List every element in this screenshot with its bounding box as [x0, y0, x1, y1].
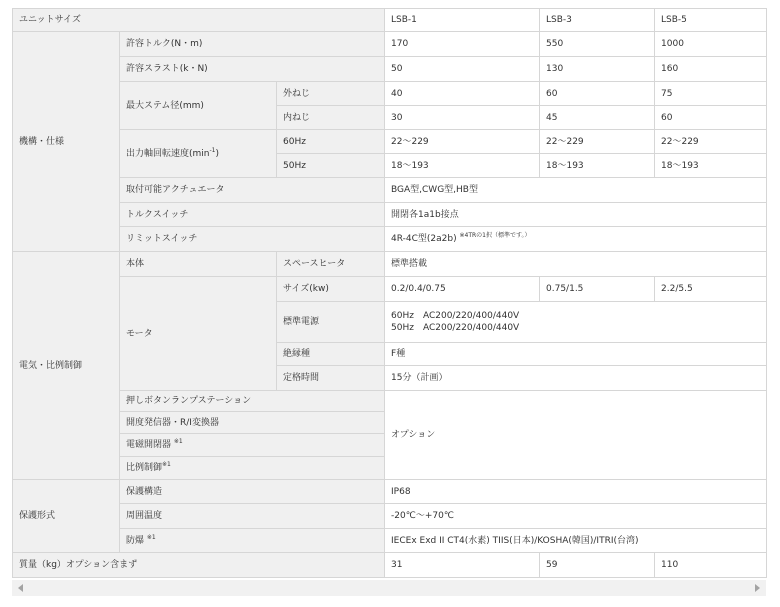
table-row: [13, 553, 767, 578]
col-header-lsb3: LSB-3: [540, 9, 655, 32]
cell-value: 31: [385, 553, 540, 578]
cell-value: 75: [655, 82, 767, 106]
table-row: [13, 57, 767, 82]
table-row: [13, 9, 767, 32]
cell-value: BGA型,CWG型,HB型: [385, 178, 767, 203]
power-line-50hz: 50Hz AC200/220/400/440V: [391, 323, 520, 333]
sub-label-outer: 外ねじ: [277, 82, 385, 106]
cell-value: 60: [540, 82, 655, 106]
speed-label-close: ): [215, 148, 219, 159]
limit-switch-note: ※4TRの1択（標準です。）: [459, 232, 531, 239]
horizontal-scrollbar[interactable]: [12, 580, 766, 596]
speed-label-sup: -1: [209, 146, 216, 154]
power-line-60hz: 60Hz AC200/220/400/440V: [391, 311, 520, 321]
cell-value: -20℃～+70℃: [385, 504, 767, 529]
cell-value: IECEx Exd II CT4(水素) TIIS(日本)/KOSHA(韓国)/ITRI(台湾): [385, 529, 767, 553]
cell-value: 130: [540, 57, 655, 82]
row-label-torque-switch: トルクスイッチ: [120, 203, 385, 227]
cell-value: 開閉各1a1b接点: [385, 203, 767, 227]
explosion-note: ※1: [146, 533, 156, 541]
cell-value: 110: [655, 553, 767, 578]
sub-label-size: サイズ(kw): [277, 277, 385, 302]
group-label-mechanism: 機構・仕様: [13, 32, 120, 252]
sub-label-50hz: 50Hz: [277, 154, 385, 178]
group-label-protection: 保護形式: [13, 480, 120, 553]
row-label-thrust: 許容スラスト(k・N): [120, 57, 385, 82]
cell-value: 45: [540, 106, 655, 130]
cell-value: 18～193: [385, 154, 540, 178]
table-row: [13, 480, 767, 504]
cell-value: 50: [385, 57, 540, 82]
row-label-body: 本体: [120, 252, 277, 277]
cell-value: 40: [385, 82, 540, 106]
limit-switch-value: 4R-4C型(2a2b): [391, 234, 457, 244]
table-row: [13, 391, 767, 412]
explosion-label: 防爆: [126, 535, 145, 546]
cell-value: IP68: [385, 480, 767, 504]
table-row: [13, 529, 767, 553]
proportional-label: 比例制御: [126, 463, 163, 473]
spec-table: [12, 8, 767, 578]
col-header-lsb5: LSB-5: [655, 9, 767, 32]
table-row: [13, 277, 767, 302]
row-label-stem: 最大ステム径(mm): [120, 82, 277, 130]
row-label-structure: 保護構造: [120, 480, 385, 504]
row-label-torque: 許容トルク(N・m): [120, 32, 385, 57]
sub-label-rating: 定格時間: [277, 366, 385, 391]
cell-value: 18～193: [655, 154, 767, 178]
cell-value: 22～229: [540, 130, 655, 154]
row-label-transmitter: 開度発信器・R/I変換器: [120, 412, 385, 434]
cell-value: 1000: [655, 32, 767, 57]
scroll-right-arrow-icon[interactable]: [755, 584, 760, 592]
proportional-note: ※1: [162, 461, 171, 468]
sub-label-inner: 内ねじ: [277, 106, 385, 130]
table-row: [13, 227, 767, 252]
table-row: [13, 504, 767, 529]
cell-value: 59: [540, 553, 655, 578]
table-row: [13, 252, 767, 277]
cell-value: F種: [385, 343, 767, 366]
col-header-lsb1: LSB-1: [385, 9, 540, 32]
spec-table-container: [12, 8, 766, 578]
group-label-electrical: 電気・比例制御: [13, 252, 120, 480]
cell-value: 15分（計画）: [385, 366, 767, 391]
cell-value: 0.75/1.5: [540, 277, 655, 302]
row-label-proportional: [120, 457, 385, 480]
cell-option: オプション: [385, 391, 767, 480]
row-label-explosion: [120, 529, 385, 553]
row-label-limit-switch: リミットスイッチ: [120, 227, 385, 252]
cell-value: 0.2/0.4/0.75: [385, 277, 540, 302]
row-label-pushbutton: 押しボタンランプステーション: [120, 391, 385, 412]
unit-size-header: ユニットサイズ: [13, 9, 385, 32]
cell-value: 170: [385, 32, 540, 57]
cell-value: 22～229: [385, 130, 540, 154]
contactor-label: 電磁開閉器: [126, 440, 172, 450]
table-row: [13, 82, 767, 106]
row-label-motor: モータ: [120, 277, 277, 391]
cell-value: 22～229: [655, 130, 767, 154]
speed-label-text: 出力軸回転速度(min: [126, 148, 210, 159]
cell-value: 標準搭載: [385, 252, 767, 277]
row-label-actuator: 取付可能アクチュエータ: [120, 178, 385, 203]
cell-value: 60: [655, 106, 767, 130]
cell-value: 160: [655, 57, 767, 82]
cell-limit-switch: [385, 227, 767, 252]
row-label-contactor: [120, 434, 385, 457]
cell-value: 550: [540, 32, 655, 57]
row-label-speed: [120, 130, 277, 178]
sub-label-power: 標準電源: [277, 302, 385, 343]
scroll-left-arrow-icon[interactable]: [18, 584, 23, 592]
row-label-ambient: 周囲温度: [120, 504, 385, 529]
sub-label-insulation: 絶縁種: [277, 343, 385, 366]
row-label-mass: 質量（kg）オプション含まず: [13, 553, 385, 578]
table-row: [13, 178, 767, 203]
cell-value: 30: [385, 106, 540, 130]
table-row: [13, 130, 767, 154]
cell-power: [385, 302, 767, 343]
table-row: [13, 32, 767, 57]
cell-value: 2.2/5.5: [655, 277, 767, 302]
sub-label-heater: スペースヒータ: [277, 252, 385, 277]
cell-value: 18～193: [540, 154, 655, 178]
sub-label-60hz: 60Hz: [277, 130, 385, 154]
table-row: [13, 203, 767, 227]
contactor-note: ※1: [173, 438, 183, 445]
